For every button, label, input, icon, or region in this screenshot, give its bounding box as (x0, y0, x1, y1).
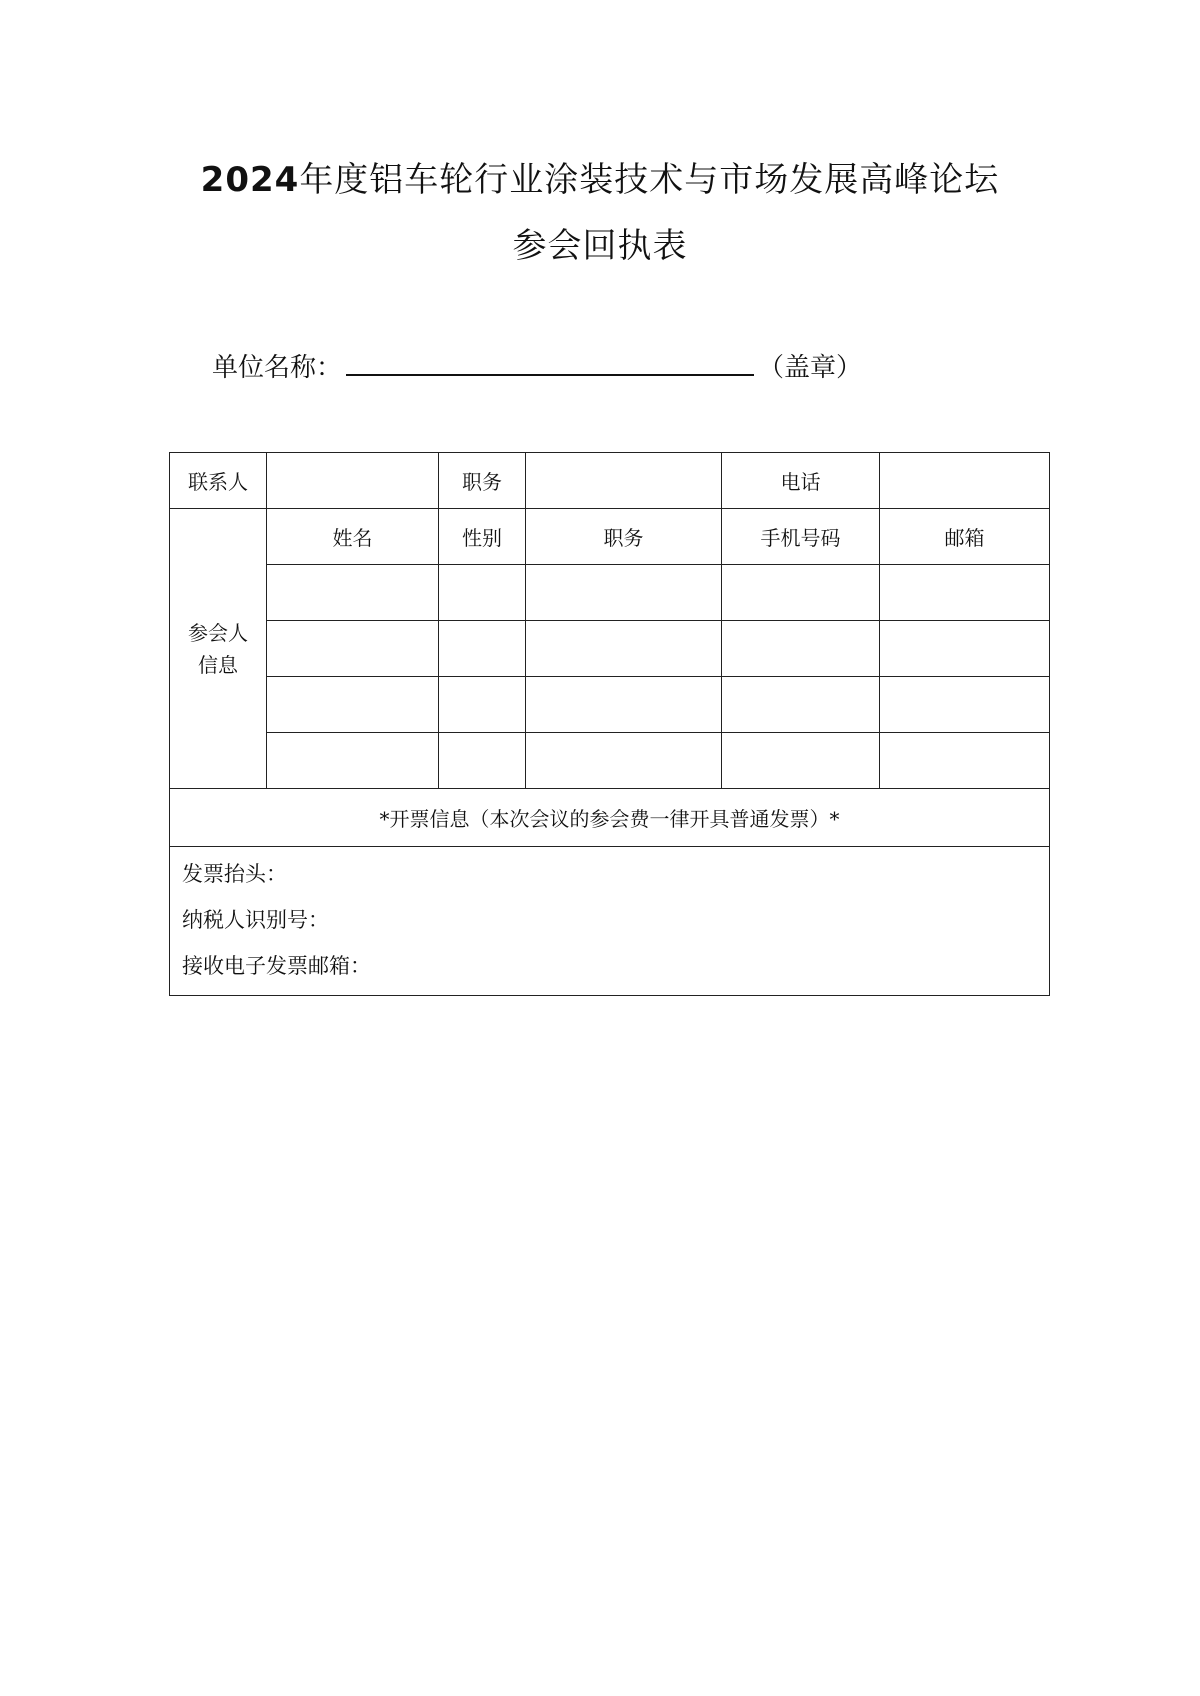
attendee-email-cell[interactable] (880, 733, 1050, 789)
attendee-header-row (170, 509, 1050, 565)
invoice-fields-row (170, 847, 1050, 996)
header-mobile: 手机号码 (722, 509, 880, 565)
form-subtitle: 参会回执表 (512, 226, 688, 266)
attendee-mobile-cell[interactable] (722, 733, 880, 789)
attendee-name-cell[interactable] (267, 621, 439, 677)
header-name: 姓名 (267, 509, 439, 565)
attendee-mobile-cell[interactable] (722, 621, 880, 677)
header-position: 职务 (526, 509, 722, 565)
form-title-year: 2024 (200, 160, 300, 200)
attendee-gender-cell[interactable] (439, 565, 526, 621)
registration-table (169, 452, 1050, 996)
invoice-fields[interactable] (170, 847, 1050, 996)
contact-position-label: 职务 (439, 453, 526, 509)
contact-phone-cell[interactable] (880, 453, 1050, 509)
taxpayer-id-label: 纳税人识别号： (182, 908, 329, 932)
attendee-row (170, 565, 1050, 621)
form-title (0, 152, 1200, 201)
unit-name-row (212, 346, 862, 384)
unit-name-label: 单位名称： (212, 353, 343, 383)
attendee-mobile-cell[interactable] (722, 677, 880, 733)
attendee-info-label-line2: 信息 (198, 652, 238, 677)
attendee-row (170, 621, 1050, 677)
attendee-email-cell[interactable] (880, 621, 1050, 677)
invoice-title-label: 发票抬头： (182, 862, 287, 886)
attendee-name-cell[interactable] (267, 565, 439, 621)
attendee-position-cell[interactable] (526, 677, 722, 733)
attendee-position-cell[interactable] (526, 621, 722, 677)
attendee-position-cell[interactable] (526, 565, 722, 621)
invoice-heading-row (170, 789, 1050, 847)
attendee-name-cell[interactable] (267, 677, 439, 733)
attendee-info-label-line1: 参会人 (188, 620, 248, 645)
contact-row (170, 453, 1050, 509)
stamp-note: （盖章） (758, 353, 863, 383)
attendee-gender-cell[interactable] (439, 677, 526, 733)
contact-position-cell[interactable] (526, 453, 722, 509)
contact-name-cell[interactable] (267, 453, 439, 509)
attendee-row (170, 677, 1050, 733)
attendee-row (170, 733, 1050, 789)
form-title-text: 年度铝车轮行业涂装技术与市场发展高峰论坛 (299, 160, 1000, 200)
attendee-info-label (170, 509, 267, 789)
attendee-email-cell[interactable] (880, 565, 1050, 621)
attendee-email-cell[interactable] (880, 677, 1050, 733)
header-email: 邮箱 (880, 509, 1050, 565)
attendee-mobile-cell[interactable] (722, 565, 880, 621)
invoice-heading: *开票信息（本次会议的参会费一律开具普通发票）* (170, 789, 1050, 847)
attendee-name-cell[interactable] (267, 733, 439, 789)
contact-phone-label: 电话 (722, 453, 880, 509)
invoice-email-label: 接收电子发票邮箱： (182, 954, 371, 978)
attendee-gender-cell[interactable] (439, 733, 526, 789)
header-gender: 性别 (439, 509, 526, 565)
unit-name-field[interactable] (346, 346, 754, 376)
attendee-position-cell[interactable] (526, 733, 722, 789)
contact-label: 联系人 (170, 453, 267, 509)
attendee-gender-cell[interactable] (439, 621, 526, 677)
